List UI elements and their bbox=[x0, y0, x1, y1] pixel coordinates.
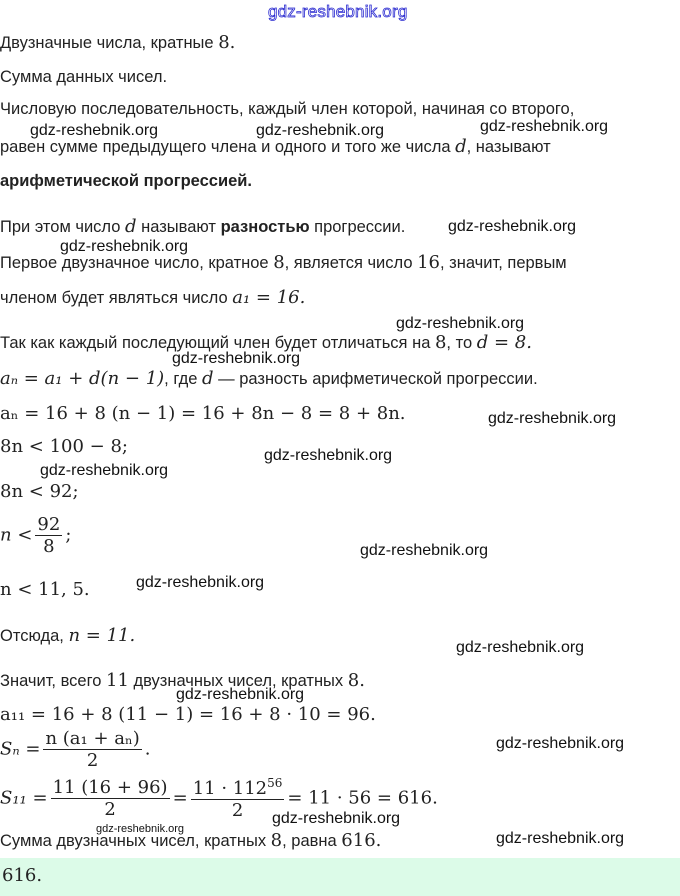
text-line: Отсюда, n = 11. bbox=[0, 625, 136, 646]
watermark: gdz-reshebnik.org bbox=[96, 823, 185, 835]
text-line: членом будет являться число a₁ = 16. bbox=[0, 287, 306, 308]
formula-line: 8n < 100 − 8; bbox=[0, 436, 128, 457]
formula-line: n < $\frac{92}{8}$ ; bbox=[0, 514, 72, 557]
watermark: gdz-reshebnik.org bbox=[30, 122, 159, 139]
watermark: gdz-reshebnik.org bbox=[40, 462, 169, 479]
text-line: Числовую последовательность, каждый член которой, начиная со второго, bbox=[0, 100, 575, 118]
formula-line: a₁₁ = 16 + 8 (11 − 1) = 16 + 8 · 10 = 96. bbox=[0, 704, 376, 725]
answer-box bbox=[0, 858, 680, 896]
formula-line: Sₙ = $\frac{\text{n (a₁ + aₙ)}}{2}$ . bbox=[0, 728, 151, 771]
text-line: Первое двузначное число, кратное 8, является число 16, значит, первым bbox=[0, 252, 567, 273]
watermark: gdz-reshebnik.org bbox=[480, 118, 609, 135]
text-line: Двузначные числа, кратные 8. bbox=[0, 32, 236, 53]
watermark: gdz-reshebnik.org bbox=[272, 810, 401, 827]
text-line: Сумма данных чисел. bbox=[0, 68, 168, 86]
watermark: gdz-reshebnik.org bbox=[256, 122, 385, 139]
watermark: gdz-reshebnik.org bbox=[264, 447, 393, 464]
watermark: gdz-reshebnik.org bbox=[60, 238, 189, 255]
formula-line: 8n < 92; bbox=[0, 481, 79, 502]
watermark: gdz-reshebnik.org bbox=[448, 218, 577, 235]
watermark: gdz-reshebnik.org bbox=[176, 686, 305, 703]
watermark: gdz-reshebnik.org bbox=[172, 350, 301, 367]
text-line: При этом число d называют разностью прогрессии. bbox=[0, 216, 406, 237]
formula-line: aₙ = 16 + 8 (n − 1) = 16 + 8n − 8 = 8 + 8n. bbox=[0, 403, 406, 424]
text-line: Сумма двузначных чисел, кратных 8, равна 616. bbox=[0, 830, 382, 851]
answer-value: 616. bbox=[2, 865, 43, 886]
watermark: gdz-reshebnik.org bbox=[496, 830, 625, 847]
watermark: gdz-reshebnik.org bbox=[396, 315, 525, 332]
text-line: Так как каждый последующий член будет отличаться на 8, то d = 8. bbox=[0, 332, 532, 353]
watermark: gdz-reshebnik.org bbox=[360, 542, 489, 559]
watermark: gdz-reshebnik.org bbox=[496, 735, 625, 752]
text-line: равен сумме предыдущего члена и одного и того же числа d, называют bbox=[0, 136, 551, 157]
formula-line: n < 11, 5. bbox=[0, 579, 90, 600]
formula-line: S₁₁ = $\frac{11 (16 + 96)}{2}$ = $\frac{11 \cdot 112^{56}}{2}$ = 11 · 56 = 616. bbox=[0, 776, 438, 821]
text-line: Значит, всего 11 двузначных чисел, кратных 8. bbox=[0, 670, 365, 691]
text-line: арифметической прогрессией. bbox=[0, 172, 253, 190]
watermark: gdz-reshebnik.org bbox=[456, 639, 585, 656]
watermark: gdz-reshebnik.org bbox=[488, 410, 617, 427]
watermark: gdz-reshebnik.org bbox=[136, 574, 265, 591]
watermark-top: gdz-reshebnik.org bbox=[268, 2, 408, 21]
text-line: aₙ = a₁ + d(n − 1), где d — разность арифметической прогрессии. bbox=[0, 368, 538, 389]
